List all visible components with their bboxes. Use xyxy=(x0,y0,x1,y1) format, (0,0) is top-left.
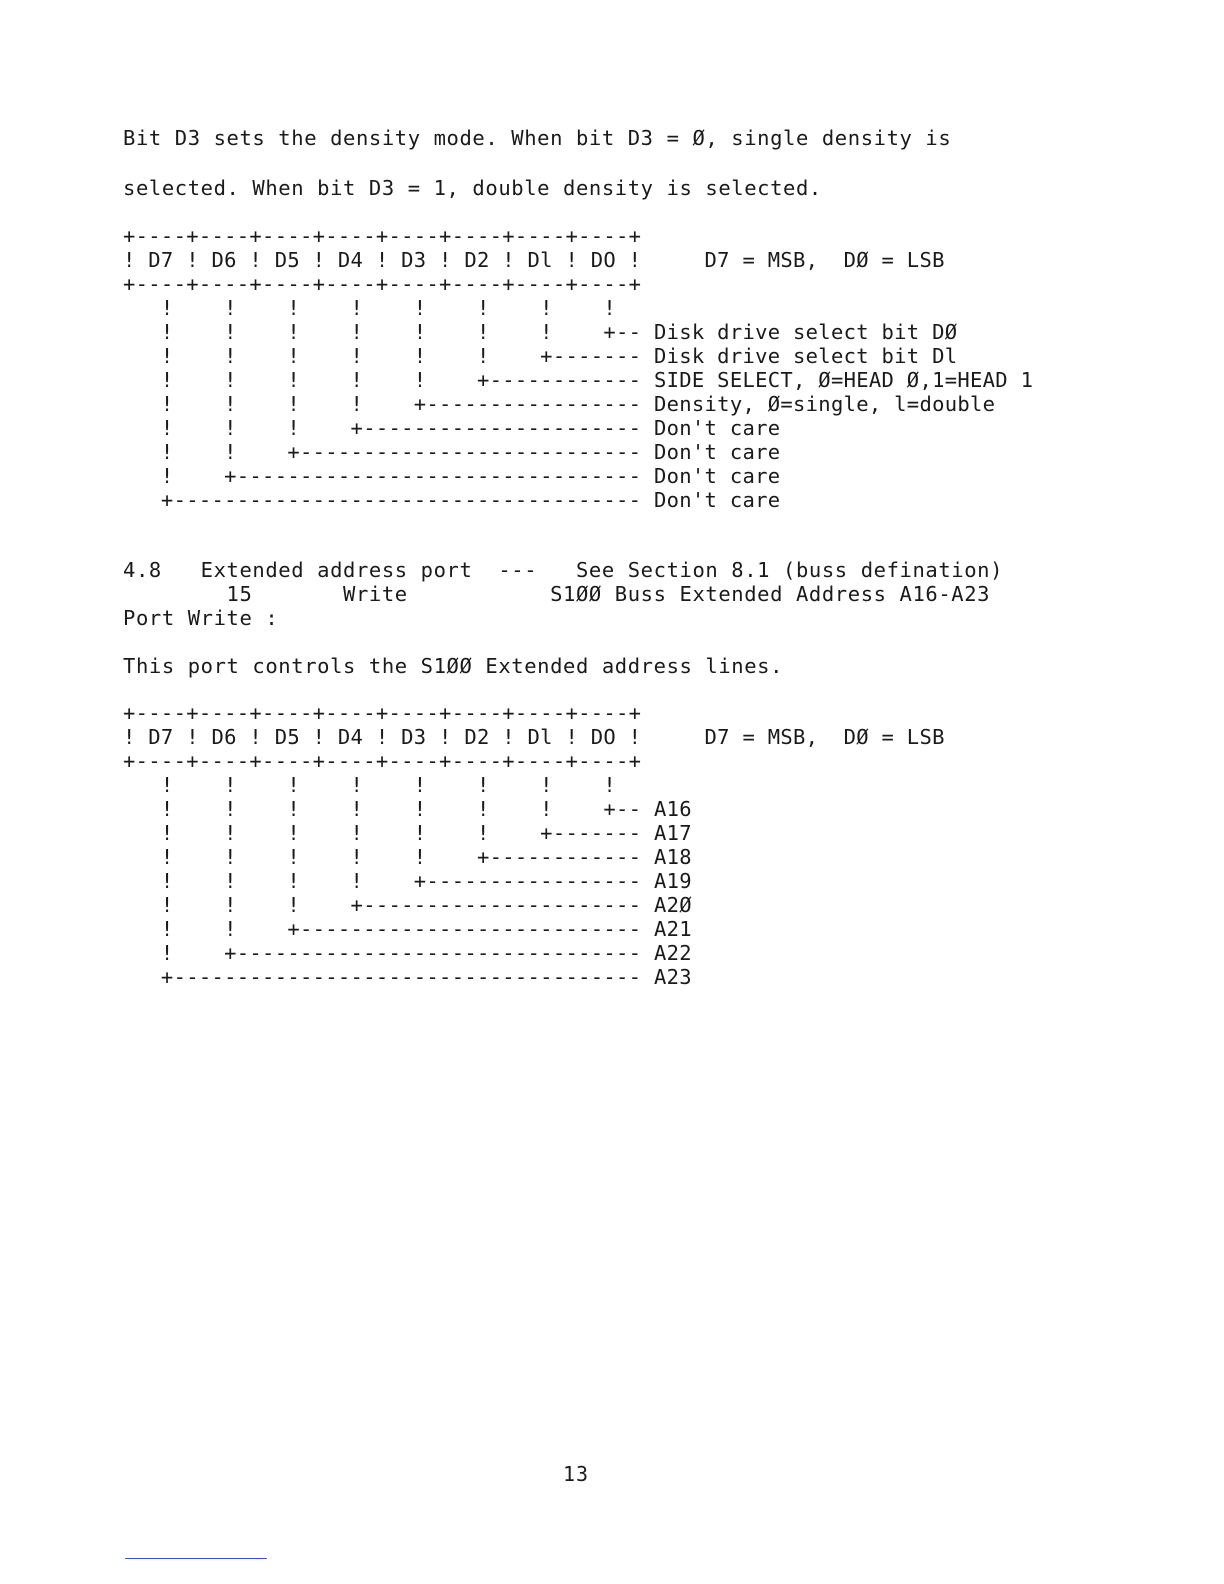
bit-row: ! +-------------------------------- A22 xyxy=(123,941,692,965)
bit-row: ! +-------------------------------- Don't care xyxy=(123,464,781,488)
page-number: 13 xyxy=(563,1462,590,1486)
register-bottom-border: +----+----+----+----+----+----+----+----+ xyxy=(123,272,642,296)
bit-row: ! ! ! ! ! ! +------- Disk drive select bit Dl xyxy=(123,344,958,368)
bit-row: ! ! ! ! ! ! ! ! xyxy=(123,296,617,320)
bit-row: ! ! ! ! ! +------------ SIDE SELECT, Ø=HEAD Ø,1=HEAD 1 xyxy=(123,368,1034,392)
register-top-border: +----+----+----+----+----+----+----+----+ xyxy=(123,701,642,725)
bit-row: ! ! ! ! ! ! +------- A17 xyxy=(123,821,692,845)
bit-row: ! ! ! ! ! ! ! +-- Disk drive select bit DØ xyxy=(123,320,958,344)
register-bit-header: ! D7 ! D6 ! D5 ! D4 ! D3 ! D2 ! Dl ! DO ! D7 = MSB, DØ = LSB xyxy=(123,725,945,749)
bit-row: ! ! ! +---------------------- A2Ø xyxy=(123,893,692,917)
section-subline: 15 Write S1ØØ Buss Extended Address A16-A23 xyxy=(123,582,991,606)
bit-row: ! ! ! +---------------------- Don't care xyxy=(123,416,781,440)
bit-row: ! ! ! ! +----------------- Density, Ø=single, l=double xyxy=(123,392,996,416)
bit-row: ! ! ! ! +----------------- A19 xyxy=(123,869,692,893)
register-bit-header: ! D7 ! D6 ! D5 ! D4 ! D3 ! D2 ! Dl ! DO ! D7 = MSB, DØ = LSB xyxy=(123,248,945,272)
section-description: This port controls the S1ØØ Extended address lines. xyxy=(123,654,784,678)
register-bottom-border: +----+----+----+----+----+----+----+----+ xyxy=(123,749,642,773)
footer-rule xyxy=(125,1558,267,1559)
bit-row: +------------------------------------- Don't care xyxy=(123,488,781,512)
register-top-border: +----+----+----+----+----+----+----+----+ xyxy=(123,224,642,248)
bit-row: ! ! +--------------------------- Don't care xyxy=(123,440,781,464)
bit-row: ! ! ! ! ! +------------ A18 xyxy=(123,845,692,869)
bit-row: ! ! ! ! ! ! ! +-- A16 xyxy=(123,797,692,821)
bit-row: +------------------------------------- A23 xyxy=(123,965,692,989)
bit-row: ! ! +--------------------------- A21 xyxy=(123,917,692,941)
intro-line-1: Bit D3 sets the density mode. When bit D3 = Ø, single density is xyxy=(123,126,952,150)
intro-line-2: selected. When bit D3 = 1, double density is selected. xyxy=(123,176,822,200)
port-write-label: Port Write : xyxy=(123,606,279,630)
section-heading: 4.8 Extended address port --- See Section 8.1 (buss defination) xyxy=(123,558,1004,582)
bit-row: ! ! ! ! ! ! ! ! xyxy=(123,773,617,797)
